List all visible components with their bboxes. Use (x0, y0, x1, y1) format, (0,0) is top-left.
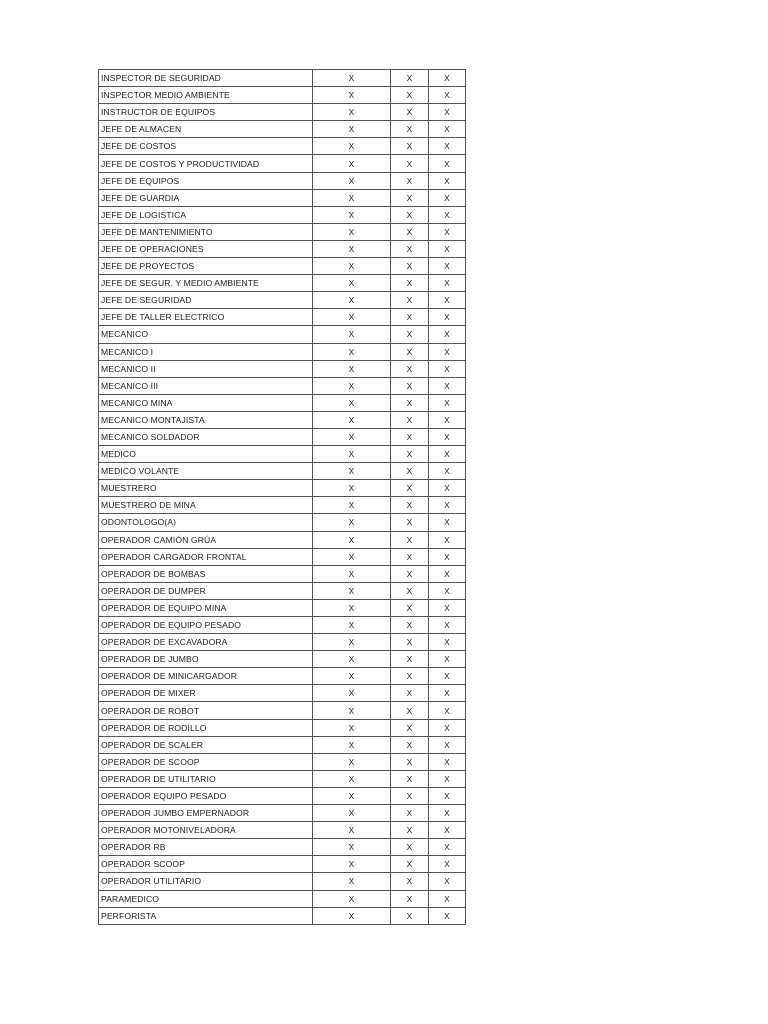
table-row (99, 360, 466, 377)
mark-cell-2: X (391, 104, 429, 121)
mark-cell-1: X (313, 873, 391, 890)
job-title-cell: OPERADOR DE EQUIPO MINA (99, 599, 313, 616)
mark-cell-2: X (391, 463, 429, 480)
mark-cell-1: X (313, 890, 391, 907)
mark-cell-3: X (429, 770, 466, 787)
mark-cell-1: X (313, 360, 391, 377)
job-title-cell: OPERADOR DE MINICARGADOR (99, 668, 313, 685)
job-title-cell: OPERADOR RB (99, 839, 313, 856)
table-row (99, 497, 466, 514)
mark-cell-1: X (313, 223, 391, 240)
table-row (99, 394, 466, 411)
job-title-cell: JEFE DE COSTOS Y PRODUCTIVIDAD (99, 155, 313, 172)
table-row (99, 531, 466, 548)
job-title-cell: OPERADOR SCOOP (99, 856, 313, 873)
table-row (99, 856, 466, 873)
mark-cell-2: X (391, 787, 429, 804)
table-row (99, 822, 466, 839)
mark-cell-3: X (429, 138, 466, 155)
job-title-cell: JEFE DE MANTENIMIENTO (99, 223, 313, 240)
mark-cell-2: X (391, 309, 429, 326)
job-title-cell: OPERADOR DE SCOOP (99, 753, 313, 770)
mark-cell-3: X (429, 206, 466, 223)
mark-cell-3: X (429, 719, 466, 736)
job-title-cell: OPERADOR MOTONIVELADORA (99, 822, 313, 839)
mark-cell-2: X (391, 343, 429, 360)
mark-cell-1: X (313, 343, 391, 360)
mark-cell-3: X (429, 394, 466, 411)
mark-cell-3: X (429, 685, 466, 702)
mark-cell-2: X (391, 377, 429, 394)
job-title-cell: OPERADOR JUMBO EMPERNADOR (99, 805, 313, 822)
mark-cell-3: X (429, 258, 466, 275)
job-title-cell: MECANICO I (99, 343, 313, 360)
table-row (99, 240, 466, 257)
table-row (99, 890, 466, 907)
mark-cell-3: X (429, 104, 466, 121)
mark-cell-3: X (429, 223, 466, 240)
job-title-cell: OPERADOR DE BOMBAS (99, 565, 313, 582)
job-title-cell: PERFORISTA (99, 907, 313, 924)
mark-cell-3: X (429, 275, 466, 292)
mark-cell-3: X (429, 87, 466, 104)
job-title-cell: OPERADOR EQUIPO PESADO (99, 787, 313, 804)
mark-cell-1: X (313, 394, 391, 411)
mark-cell-2: X (391, 565, 429, 582)
mark-cell-1: X (313, 377, 391, 394)
job-title-cell: JEFE DE PROYECTOS (99, 258, 313, 275)
table-row (99, 155, 466, 172)
table-row (99, 189, 466, 206)
mark-cell-1: X (313, 599, 391, 616)
mark-cell-2: X (391, 907, 429, 924)
table-row (99, 121, 466, 138)
job-title-cell: INSPECTOR MEDIO AMBIENTE (99, 87, 313, 104)
mark-cell-1: X (313, 907, 391, 924)
mark-cell-2: X (391, 480, 429, 497)
mark-cell-2: X (391, 514, 429, 531)
mark-cell-3: X (429, 121, 466, 138)
mark-cell-2: X (391, 890, 429, 907)
job-title-cell: MUESTRERO DE MINA (99, 497, 313, 514)
table-row (99, 719, 466, 736)
job-title-cell: OPERADOR DE JUMBO (99, 651, 313, 668)
mark-cell-3: X (429, 890, 466, 907)
mark-cell-1: X (313, 736, 391, 753)
table-row (99, 104, 466, 121)
job-title-cell: JEFE DE OPERACIONES (99, 240, 313, 257)
mark-cell-1: X (313, 822, 391, 839)
mark-cell-1: X (313, 531, 391, 548)
table-row (99, 651, 466, 668)
table-row (99, 873, 466, 890)
table-row (99, 138, 466, 155)
table-row (99, 599, 466, 616)
mark-cell-1: X (313, 258, 391, 275)
mark-cell-3: X (429, 839, 466, 856)
mark-cell-3: X (429, 326, 466, 343)
mark-cell-1: X (313, 668, 391, 685)
mark-cell-3: X (429, 428, 466, 445)
mark-cell-1: X (313, 805, 391, 822)
mark-cell-3: X (429, 634, 466, 651)
job-title-cell: JEFE DE SEGURIDAD (99, 292, 313, 309)
mark-cell-2: X (391, 497, 429, 514)
mark-cell-2: X (391, 394, 429, 411)
table-row (99, 685, 466, 702)
mark-cell-2: X (391, 258, 429, 275)
job-title-cell: OPERADOR DE EXCAVADORA (99, 634, 313, 651)
mark-cell-1: X (313, 582, 391, 599)
mark-cell-1: X (313, 240, 391, 257)
mark-cell-1: X (313, 104, 391, 121)
mark-cell-3: X (429, 343, 466, 360)
mark-cell-1: X (313, 856, 391, 873)
table-row (99, 343, 466, 360)
mark-cell-2: X (391, 736, 429, 753)
job-title-cell: OPERADOR DE DUMPER (99, 582, 313, 599)
job-title-cell: INSTRUCTOR DE EQUIPOS (99, 104, 313, 121)
mark-cell-1: X (313, 497, 391, 514)
mark-cell-2: X (391, 121, 429, 138)
table-row (99, 292, 466, 309)
table-row (99, 839, 466, 856)
mark-cell-3: X (429, 651, 466, 668)
table-row (99, 514, 466, 531)
mark-cell-3: X (429, 787, 466, 804)
table-row (99, 582, 466, 599)
mark-cell-1: X (313, 480, 391, 497)
mark-cell-3: X (429, 70, 466, 87)
mark-cell-2: X (391, 292, 429, 309)
mark-cell-2: X (391, 275, 429, 292)
mark-cell-3: X (429, 736, 466, 753)
mark-cell-2: X (391, 223, 429, 240)
mark-cell-3: X (429, 514, 466, 531)
mark-cell-3: X (429, 582, 466, 599)
table-row (99, 411, 466, 428)
mark-cell-2: X (391, 702, 429, 719)
mark-cell-1: X (313, 292, 391, 309)
table-row (99, 377, 466, 394)
mark-cell-1: X (313, 634, 391, 651)
mark-cell-3: X (429, 702, 466, 719)
mark-cell-2: X (391, 70, 429, 87)
mark-cell-2: X (391, 685, 429, 702)
job-title-cell: JEFE DE EQUIPOS (99, 172, 313, 189)
table-row (99, 736, 466, 753)
table-row (99, 87, 466, 104)
mark-cell-2: X (391, 138, 429, 155)
mark-cell-2: X (391, 839, 429, 856)
table-row (99, 480, 466, 497)
mark-cell-1: X (313, 463, 391, 480)
table-row (99, 428, 466, 445)
job-title-cell: OPERADOR DE UTILITARIO (99, 770, 313, 787)
mark-cell-3: X (429, 411, 466, 428)
mark-cell-1: X (313, 839, 391, 856)
mark-cell-1: X (313, 548, 391, 565)
job-title-cell: OPERADOR DE SCALER (99, 736, 313, 753)
table-row (99, 172, 466, 189)
job-title-cell: MECANICO MINA (99, 394, 313, 411)
table-row (99, 548, 466, 565)
mark-cell-1: X (313, 87, 391, 104)
mark-cell-3: X (429, 360, 466, 377)
table-row (99, 309, 466, 326)
table-row (99, 907, 466, 924)
mark-cell-2: X (391, 531, 429, 548)
mark-cell-1: X (313, 121, 391, 138)
job-title-cell: JEFE DE COSTOS (99, 138, 313, 155)
mark-cell-2: X (391, 634, 429, 651)
mark-cell-3: X (429, 240, 466, 257)
job-title-cell: JEFE DE LOGISTICA (99, 206, 313, 223)
mark-cell-1: X (313, 70, 391, 87)
mark-cell-2: X (391, 805, 429, 822)
mark-cell-2: X (391, 446, 429, 463)
mark-cell-1: X (313, 206, 391, 223)
job-title-cell: OPERADOR CARGADOR FRONTAL (99, 548, 313, 565)
mark-cell-1: X (313, 326, 391, 343)
job-title-cell: OPERADOR DE RODILLO (99, 719, 313, 736)
mark-cell-3: X (429, 172, 466, 189)
mark-cell-2: X (391, 87, 429, 104)
mark-cell-1: X (313, 446, 391, 463)
mark-cell-2: X (391, 599, 429, 616)
mark-cell-3: X (429, 907, 466, 924)
mark-cell-1: X (313, 565, 391, 582)
mark-cell-2: X (391, 617, 429, 634)
mark-cell-3: X (429, 599, 466, 616)
mark-cell-3: X (429, 446, 466, 463)
table-row (99, 668, 466, 685)
table-row (99, 275, 466, 292)
mark-cell-2: X (391, 822, 429, 839)
mark-cell-1: X (313, 138, 391, 155)
mark-cell-3: X (429, 668, 466, 685)
mark-cell-1: X (313, 309, 391, 326)
table-row (99, 326, 466, 343)
mark-cell-1: X (313, 787, 391, 804)
mark-cell-2: X (391, 360, 429, 377)
job-title-cell: MECANICO (99, 326, 313, 343)
mark-cell-2: X (391, 719, 429, 736)
mark-cell-1: X (313, 702, 391, 719)
table-body (99, 70, 466, 925)
mark-cell-2: X (391, 155, 429, 172)
mark-cell-2: X (391, 206, 429, 223)
job-title-cell: OPERADOR DE MIXER (99, 685, 313, 702)
job-title-cell: PARAMEDICO (99, 890, 313, 907)
mark-cell-3: X (429, 873, 466, 890)
job-title-cell: MUESTRERO (99, 480, 313, 497)
table-row (99, 702, 466, 719)
mark-cell-1: X (313, 719, 391, 736)
mark-cell-1: X (313, 172, 391, 189)
job-title-cell: MEDICO VOLANTE (99, 463, 313, 480)
job-title-cell: JEFE DE SEGUR. Y MEDIO AMBIENTE (99, 275, 313, 292)
table-row (99, 70, 466, 87)
mark-cell-1: X (313, 685, 391, 702)
mark-cell-1: X (313, 411, 391, 428)
table-row (99, 258, 466, 275)
table-row (99, 446, 466, 463)
table-row (99, 787, 466, 804)
table-row (99, 206, 466, 223)
mark-cell-2: X (391, 326, 429, 343)
mark-cell-3: X (429, 548, 466, 565)
mark-cell-2: X (391, 873, 429, 890)
mark-cell-3: X (429, 497, 466, 514)
mark-cell-2: X (391, 172, 429, 189)
mark-cell-3: X (429, 753, 466, 770)
mark-cell-3: X (429, 822, 466, 839)
mark-cell-1: X (313, 651, 391, 668)
mark-cell-3: X (429, 856, 466, 873)
mark-cell-1: X (313, 770, 391, 787)
mark-cell-3: X (429, 189, 466, 206)
mark-cell-3: X (429, 377, 466, 394)
mark-cell-2: X (391, 428, 429, 445)
mark-cell-2: X (391, 582, 429, 599)
mark-cell-2: X (391, 753, 429, 770)
mark-cell-3: X (429, 292, 466, 309)
mark-cell-1: X (313, 155, 391, 172)
mark-cell-2: X (391, 856, 429, 873)
job-title-cell: OPERADOR DE ROBOT (99, 702, 313, 719)
mark-cell-1: X (313, 753, 391, 770)
mark-cell-3: X (429, 565, 466, 582)
job-positions-table (98, 69, 466, 925)
mark-cell-3: X (429, 805, 466, 822)
mark-cell-1: X (313, 617, 391, 634)
table-row (99, 617, 466, 634)
mark-cell-2: X (391, 651, 429, 668)
mark-cell-1: X (313, 189, 391, 206)
job-title-cell: MECANICO II (99, 360, 313, 377)
mark-cell-3: X (429, 463, 466, 480)
mark-cell-1: X (313, 428, 391, 445)
mark-cell-1: X (313, 514, 391, 531)
mark-cell-3: X (429, 309, 466, 326)
job-title-cell: MEDICO (99, 446, 313, 463)
mark-cell-3: X (429, 531, 466, 548)
table-row (99, 463, 466, 480)
job-title-cell: ODONTOLOGO(A) (99, 514, 313, 531)
table-row (99, 565, 466, 582)
mark-cell-2: X (391, 548, 429, 565)
job-title-cell: OPERADOR DE EQUIPO PESADO (99, 617, 313, 634)
mark-cell-2: X (391, 240, 429, 257)
table-row (99, 634, 466, 651)
mark-cell-2: X (391, 411, 429, 428)
mark-cell-3: X (429, 617, 466, 634)
job-title-cell: MECANICO SOLDADOR (99, 428, 313, 445)
mark-cell-2: X (391, 189, 429, 206)
job-title-cell: MECANICO MONTAJISTA (99, 411, 313, 428)
mark-cell-1: X (313, 275, 391, 292)
table-row (99, 223, 466, 240)
mark-cell-3: X (429, 155, 466, 172)
job-title-cell: OPERADOR CAMIÓN GRÚA (99, 531, 313, 548)
job-title-cell: JEFE DE GUARDIA (99, 189, 313, 206)
job-title-cell: JEFE DE ALMACEN (99, 121, 313, 138)
mark-cell-2: X (391, 668, 429, 685)
table-row (99, 753, 466, 770)
job-title-cell: INSPECTOR DE SEGURIDAD (99, 70, 313, 87)
job-title-cell: MECANICO III (99, 377, 313, 394)
job-title-cell: OPERADOR UTILITARIO (99, 873, 313, 890)
mark-cell-2: X (391, 770, 429, 787)
mark-cell-3: X (429, 480, 466, 497)
table-row (99, 805, 466, 822)
table-row (99, 770, 466, 787)
job-title-cell: JEFE DE TALLER ELECTRICO (99, 309, 313, 326)
